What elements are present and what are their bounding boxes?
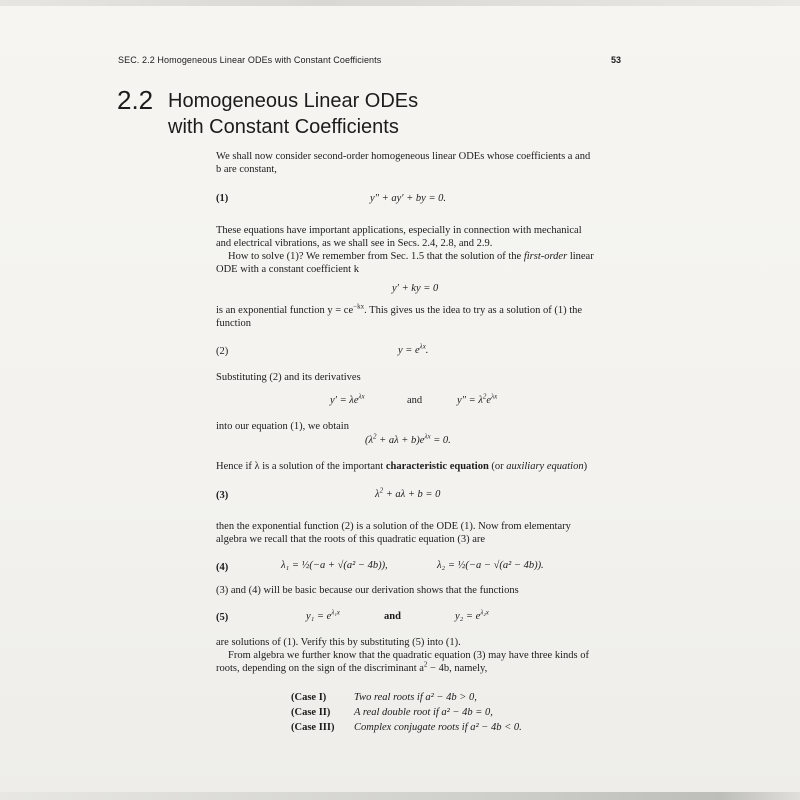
section-title (168, 88, 418, 140)
equation-4-lambda2: λ₂ = ½(−a − √(a² − 4b)). (437, 560, 544, 571)
section-title-line1: Homogeneous Linear ODEs (168, 90, 419, 112)
paragraph-verify: are solutions of (1). Verify this by substituting (5) into (1). (216, 637, 461, 648)
running-header: SEC. 2.2 Homogeneous Linear ODEs with Constant Coefficients (118, 55, 382, 65)
case-2-text: A real double root if a² − 4b = 0, (354, 707, 493, 718)
paragraph-applications-line2: and electrical vibrations, as we shall see in Secs. 2.4, 2.8, and 2.9. (216, 238, 493, 249)
paragraph-discriminant-line2: roots, depending on the sign of the discriminant $a^2 - 4b$, namely, (216, 660, 488, 674)
paragraph-discriminant-line1: From algebra we further know that the quadratic equation (3) may have three kinds of (228, 650, 589, 661)
paragraph-exponential-line1: is an exponential function $y = ce^{-kx}$. This gives us the idea to try as a solution of (1) the (216, 302, 583, 316)
equation-5-y1: $y_1 = e^{\lambda_1x}$ (306, 608, 340, 622)
equation-label-1: (1) (216, 193, 229, 204)
section-number: 2.2 (117, 85, 154, 115)
equation-label-5: (5) (216, 612, 229, 623)
equation-first-order: y′ + ky = 0 (392, 283, 439, 294)
equation-label-2: (2) (216, 346, 229, 357)
equation-label-3: (3) (216, 490, 229, 501)
equation-3: $\lambda^2 + a\lambda + b = 0$ (375, 486, 441, 500)
page-number: 53 (611, 55, 622, 65)
case-2-label: (Case II) (291, 707, 331, 718)
equation-first-derivative: $y' = \lambda e^{\lambda x}$ (330, 392, 365, 406)
paragraph-substituting: Substituting (2) and its derivatives (216, 372, 361, 383)
section-title-line2: with Constant Coefficients (168, 116, 399, 138)
paragraph-characteristic: Hence if λ is a solution of the important characteristic equation (or auxiliary equation) (216, 461, 588, 472)
case-1-text: Two real roots if a² − 4b > 0, (354, 692, 477, 703)
page-top-edge (0, 0, 800, 6)
equation-1: y″ + ay′ + by = 0. (370, 193, 447, 204)
equation-5-y2: $y_2 = e^{\lambda_2x}$ (455, 608, 489, 622)
equation-2: $y = e^{\lambda x}$. (398, 342, 429, 356)
equation-substituted: $(\lambda^2 + a\lambda + b)e^{\lambda x} = 0$. (365, 432, 451, 446)
page-bottom-edge (0, 792, 800, 800)
paragraph-basic: (3) and (4) will be basic because our derivation shows that the functions (216, 585, 519, 596)
case-3-label: (Case III) (291, 722, 335, 733)
case-1-label: (Case I) (291, 692, 327, 703)
paragraph-roots-line1: then the exponential function (2) is a solution of the ODE (1). Now from elementary (216, 521, 571, 532)
paragraph-how-to-solve-line2: ODE with a constant coefficient k (216, 264, 359, 275)
paragraph-roots-line2: algebra we recall that the roots of this quadratic equation (3) are (216, 534, 486, 545)
paragraph-intro-line2: b are constant, (216, 164, 277, 175)
case-3-text: Complex conjugate roots if a² − 4b < 0. (354, 722, 522, 733)
paragraph-obtain: into our equation (1), we obtain (216, 421, 349, 432)
equation-5-and: and (384, 611, 401, 622)
paragraph-how-to-solve-line1: How to solve (1)? We remember from Sec. 1.5 that the solution of the first-order linear (228, 251, 594, 262)
equation-label-4: (4) (216, 562, 229, 573)
paragraph-applications-line1: These equations have important applications, especially in connection with mechanical (216, 225, 582, 236)
derivatives-and: and (407, 395, 423, 406)
paragraph-intro-line1: We shall now consider second-order homogeneous linear ODEs whose coefficients a and (216, 151, 591, 162)
paragraph-exponential-line2: function (216, 318, 251, 329)
equation-4-lambda1: λ₁ = ½(−a + √(a² − 4b)), (281, 560, 388, 571)
equation-second-derivative: $y'' = \lambda^2e^{\lambda x}$ (457, 392, 498, 406)
